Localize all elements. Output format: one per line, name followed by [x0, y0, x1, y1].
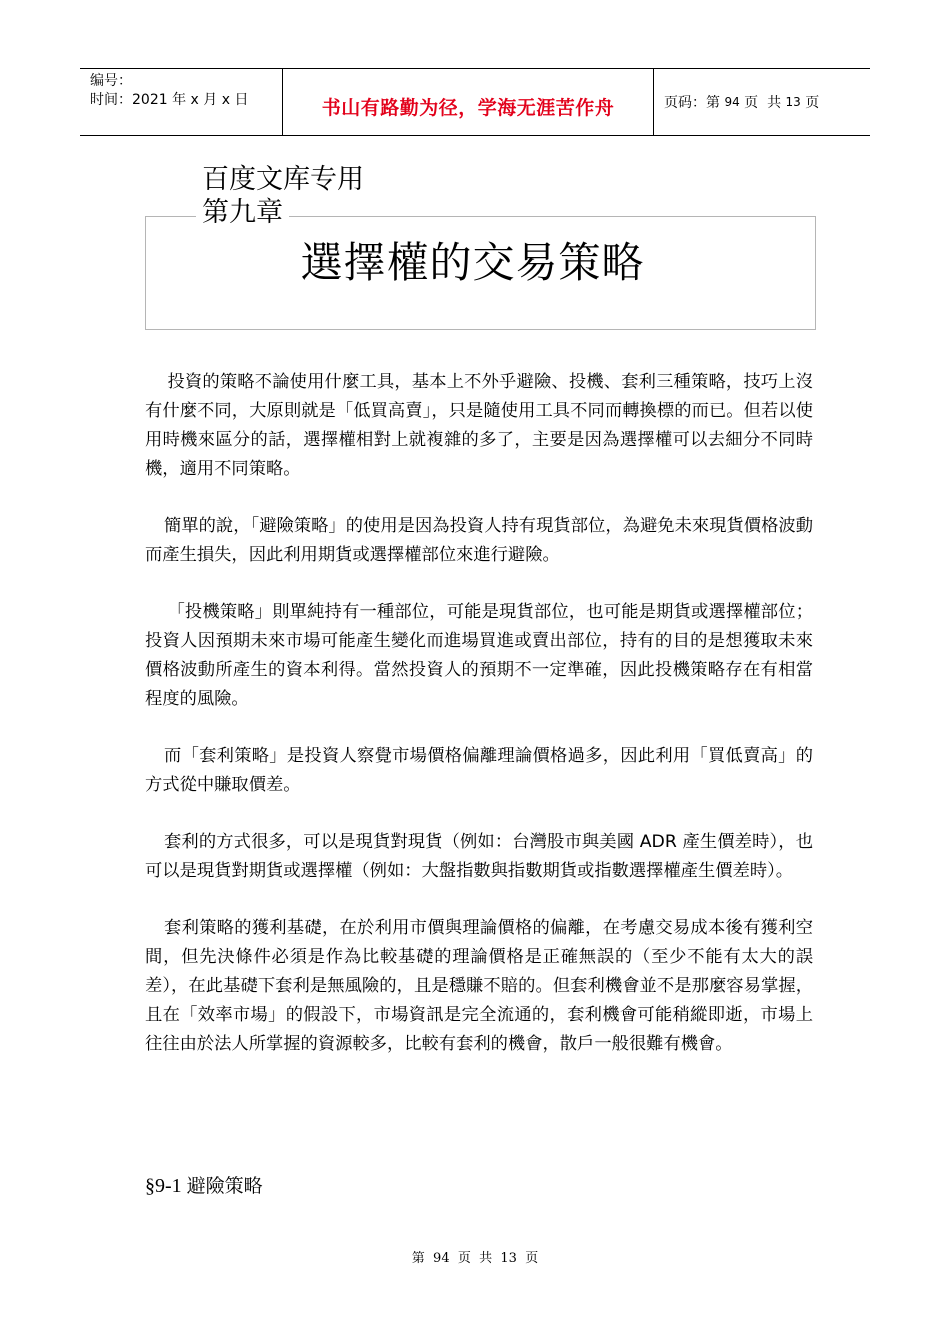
page-suffix: 页	[800, 95, 820, 111]
paragraph: 套利策略的獲利基礎，在於利用市價與理論價格的偏離，在考慮交易成本後有獲利空間，但先決條件必須是作為比較基礎的理論價格是正確無誤的（至少不能有太大的誤差），在此基礎下套利是無風險的，且是穩賺不賠的。但套利機會並不是那麼容易掌握，且在「效率市場」的假設下，市場資訊是完全流通的，套利機會可能稍縱即逝，市場上往往由於法人所掌握的資源較多，比較有套利的機會，散戶一般很難有機會。	[145, 918, 813, 1054]
header-motto-cell	[282, 69, 654, 135]
page-mid: 页 共	[739, 95, 786, 111]
header-motto: 书山有路勤为径，学海无涯苦作舟	[321, 96, 615, 119]
page-prefix: 页码：第	[664, 95, 725, 111]
page-footer: 第 94 页 共 13 页	[411, 1251, 539, 1266]
page-header	[80, 68, 870, 136]
body-text	[145, 368, 813, 1087]
header-page-indicator	[654, 69, 870, 135]
section-number: §9-1	[145, 1175, 187, 1197]
chapter-title: 選擇權的交易策略	[300, 238, 645, 287]
paragraph: 簡單的說，「避險策略」的使用是因為投資人持有現貨部位，為避免未來現貨價格波動而產生損失，因此利用期貨或選擇權部位來進行避險。	[145, 516, 813, 565]
header-meta	[80, 69, 282, 135]
paragraph: 而「套利策略」是投資人察覺市場價格偏離理論價格過多，因此利用「買低賣高」的方式從中賺取價差。	[145, 746, 813, 795]
section-heading	[145, 1172, 263, 1200]
section-title: 避險策略	[186, 1175, 263, 1197]
document-tag: 百度文库专用	[202, 164, 364, 195]
chapter-label: 第九章	[196, 196, 289, 230]
header-number-label: 编号：	[90, 73, 132, 89]
paragraph: 投資的策略不論使用什麼工具，基本上不外乎避險、投機、套利三種策略，技巧上沒有什麼不同，大原則就是「低買高賣」，只是隨使用工具不同而轉換標的而已。但若以使用時機來區分的話，選擇權相對上就複雜的多了，主要是因為選擇權可以去細分不同時機，適用不同策略。	[145, 372, 813, 479]
page-current: 94	[724, 95, 740, 109]
paragraph: 套利的方式很多，可以是現貨對現貨（例如：台灣股市與美國 ADR 產生價差時），也可以是現貨對期貨或選擇權（例如：大盤指數與指數期貨或指數選擇權產生價差時）。	[145, 832, 813, 881]
page-total: 13	[785, 95, 801, 109]
paragraph: 「投機策略」則單純持有一種部位，可能是現貨部位，也可能是期貨或選擇權部位；投資人因預期未來市場可能產生變化而進場買進或賣出部位，持有的目的是想獲取未來價格波動所產生的資本利得。當然投資人的預期不一定準確，因此投機策略存在有相當程度的風險。	[145, 602, 813, 709]
header-date-label: 时间：2021 年 x 月 x 日	[90, 92, 249, 108]
